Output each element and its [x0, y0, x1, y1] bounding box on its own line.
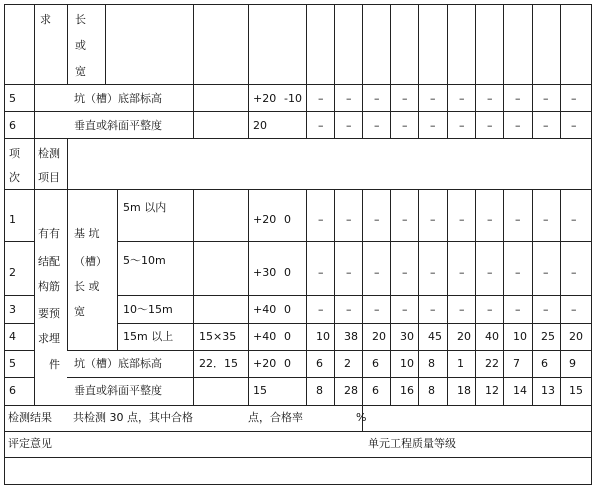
- result-text: 点，合格率: [248, 411, 303, 424]
- empty-value-dash: –: [346, 266, 352, 279]
- allowance-value: 0: [284, 266, 291, 279]
- measured-value: 8: [428, 357, 435, 370]
- col-line: [447, 189, 448, 405]
- length-char: 或: [75, 39, 86, 52]
- empty-value-dash: –: [402, 92, 408, 105]
- row-line: [4, 295, 34, 296]
- empty-value-dash: –: [374, 266, 380, 279]
- empty-value-dash: –: [571, 213, 577, 226]
- col-line: [117, 189, 118, 350]
- row-line: [4, 138, 592, 139]
- result-label: 检测结果: [8, 411, 52, 424]
- header-item-no: 次: [9, 171, 20, 184]
- col-line: [362, 4, 363, 138]
- empty-value-dash: –: [402, 266, 408, 279]
- col-line: [306, 189, 307, 405]
- empty-value-dash: –: [318, 303, 324, 316]
- col-line: [475, 4, 476, 138]
- col-line: [334, 4, 335, 138]
- measured-value: 14: [513, 384, 527, 397]
- empty-value-dash: –: [459, 92, 465, 105]
- pit-label: 基 坑: [74, 227, 100, 240]
- col-line: [560, 189, 561, 405]
- col-line: [532, 4, 533, 138]
- measured-value: 2: [344, 357, 351, 370]
- empty-value-dash: –: [430, 92, 436, 105]
- col-line: [193, 189, 194, 405]
- col-line: [248, 4, 249, 138]
- empty-value-dash: –: [374, 92, 380, 105]
- table-border-right: [591, 4, 592, 484]
- measured-value: 15: [569, 384, 583, 397]
- measured-value: 18: [457, 384, 471, 397]
- allowance-value: +20: [253, 92, 277, 105]
- measured-value: 12: [485, 384, 499, 397]
- measured-value: 45: [428, 330, 442, 343]
- row-line: [67, 350, 592, 351]
- col-line: [390, 189, 391, 405]
- check-item: 坑（槽）底部标高: [74, 357, 162, 370]
- empty-value-dash: –: [487, 303, 493, 316]
- empty-value-dash: –: [459, 303, 465, 316]
- result-text: 共检测 30 点，其中合格: [73, 411, 193, 424]
- empty-value-dash: –: [515, 266, 521, 279]
- col-line: [34, 4, 35, 405]
- empty-value-dash: –: [374, 119, 380, 132]
- row-line: [4, 241, 34, 242]
- empty-value-dash: –: [487, 266, 493, 279]
- measured-value: 40: [485, 330, 499, 343]
- col-line: [334, 189, 335, 405]
- measured-value: 20: [457, 330, 471, 343]
- group-label: 有有: [38, 227, 60, 240]
- empty-value-dash: –: [571, 303, 577, 316]
- table-border-left: [4, 4, 5, 484]
- allowance-value: 0: [284, 357, 291, 370]
- measured-value: 28: [344, 384, 358, 397]
- header-item-no: 项: [9, 147, 20, 160]
- empty-value-dash: –: [346, 119, 352, 132]
- measured-value: 6: [316, 357, 323, 370]
- empty-value-dash: –: [402, 119, 408, 132]
- allowance-value: +40: [253, 303, 277, 316]
- measured-value: 38: [344, 330, 358, 343]
- row-number: 4: [9, 330, 16, 343]
- col-line: [390, 4, 391, 138]
- table-border-bottom: [4, 484, 592, 485]
- group-label: 要预: [38, 307, 60, 320]
- empty-value-dash: –: [318, 92, 324, 105]
- empty-value-dash: –: [515, 213, 521, 226]
- empty-value-dash: –: [430, 213, 436, 226]
- row-line: [4, 457, 592, 458]
- group-label: 构筋: [38, 280, 60, 293]
- empty-value-dash: –: [318, 119, 324, 132]
- col-line: [67, 138, 68, 350]
- measured-value: 1: [457, 357, 464, 370]
- col-line: [362, 189, 363, 431]
- row-number: 5: [9, 357, 16, 370]
- allowance-value: 0: [284, 303, 291, 316]
- col-line: [532, 189, 533, 405]
- empty-value-dash: –: [402, 303, 408, 316]
- col-line: [105, 4, 106, 84]
- measured-value: 6: [372, 357, 379, 370]
- empty-value-dash: –: [430, 303, 436, 316]
- empty-value-dash: –: [374, 213, 380, 226]
- row-line: [117, 295, 592, 296]
- pit-label: 长 或: [74, 280, 100, 293]
- requirement-char: 求: [40, 13, 51, 26]
- allowance-value: +40: [253, 330, 277, 343]
- measured-value: 8: [316, 384, 323, 397]
- empty-value-dash: –: [459, 119, 465, 132]
- sub-item: 15m 以上: [123, 330, 174, 343]
- measured-value: 10: [316, 330, 330, 343]
- empty-value-dash: –: [318, 213, 324, 226]
- measured-value: 9: [569, 357, 576, 370]
- measured-value: 6: [372, 384, 379, 397]
- length-char: 长: [75, 13, 86, 26]
- length-char: 宽: [75, 65, 86, 78]
- allowance-value: +30: [253, 266, 277, 279]
- design-value: 22．15: [199, 357, 238, 370]
- col-line: [503, 4, 504, 138]
- empty-value-dash: –: [543, 92, 549, 105]
- allowance-value: +20: [253, 357, 277, 370]
- check-item: 坑（槽）底部标高: [74, 92, 162, 105]
- measured-value: 20: [569, 330, 583, 343]
- measured-value: 30: [400, 330, 414, 343]
- row-number: 6: [9, 384, 16, 397]
- measured-value: 13: [541, 384, 555, 397]
- col-line: [418, 189, 419, 405]
- check-item: 垂直或斜面平整度: [74, 384, 162, 397]
- row-number: 3: [9, 303, 16, 316]
- sub-item: 5m 以内: [123, 201, 167, 214]
- measured-value: 20: [372, 330, 386, 343]
- row-line: [4, 431, 592, 432]
- row-line: [4, 350, 34, 351]
- empty-value-dash: –: [374, 303, 380, 316]
- measured-value: 25: [541, 330, 555, 343]
- header-check-item: 检测: [38, 147, 60, 160]
- row-line: [4, 405, 592, 406]
- measured-value: 22: [485, 357, 499, 370]
- group-label: 件: [49, 358, 60, 371]
- empty-value-dash: –: [346, 92, 352, 105]
- row-number: 5: [9, 92, 16, 105]
- empty-value-dash: –: [515, 303, 521, 316]
- allowance-value: -10: [284, 92, 302, 105]
- col-line: [447, 4, 448, 138]
- empty-value-dash: –: [459, 213, 465, 226]
- col-line: [67, 4, 68, 84]
- empty-value-dash: –: [571, 266, 577, 279]
- empty-value-dash: –: [543, 119, 549, 132]
- empty-value-dash: –: [487, 119, 493, 132]
- measured-value: 6: [541, 357, 548, 370]
- row-number: 2: [9, 266, 16, 279]
- row-line: [117, 241, 592, 242]
- empty-value-dash: –: [346, 213, 352, 226]
- col-line: [503, 189, 504, 405]
- row-line: [4, 377, 34, 378]
- pit-label: （槽）: [74, 255, 107, 268]
- allowance-value: 0: [284, 213, 291, 226]
- measured-value: 16: [400, 384, 414, 397]
- row-number: 6: [9, 119, 16, 132]
- group-label: 求埋: [38, 332, 60, 345]
- pass-rate-percent: %: [356, 411, 367, 424]
- empty-value-dash: –: [346, 303, 352, 316]
- col-line: [193, 4, 194, 138]
- empty-value-dash: –: [430, 119, 436, 132]
- measured-value: 10: [513, 330, 527, 343]
- row-line: [4, 323, 34, 324]
- empty-value-dash: –: [487, 213, 493, 226]
- measured-value: 10: [400, 357, 414, 370]
- sub-item: 5～10m: [123, 254, 166, 267]
- quality-grade-label: 单元工程质量等级: [368, 437, 456, 450]
- header-check-item: 项目: [38, 171, 60, 184]
- check-item: 垂直或斜面平整度: [74, 119, 162, 132]
- empty-value-dash: –: [543, 303, 549, 316]
- empty-value-dash: –: [487, 92, 493, 105]
- allowance-value: 0: [284, 330, 291, 343]
- col-line: [248, 189, 249, 405]
- measured-value: 8: [428, 384, 435, 397]
- measured-value: 7: [513, 357, 520, 370]
- allowance-value: 15: [253, 384, 267, 397]
- allowance-value: +20: [253, 213, 277, 226]
- empty-value-dash: –: [571, 119, 577, 132]
- col-line: [306, 4, 307, 138]
- col-line: [418, 4, 419, 138]
- empty-value-dash: –: [318, 266, 324, 279]
- row-line: [117, 323, 592, 324]
- allowance-value: 20: [253, 119, 267, 132]
- empty-value-dash: –: [571, 92, 577, 105]
- empty-value-dash: –: [402, 213, 408, 226]
- evaluation-label: 评定意见: [8, 437, 52, 450]
- design-value: 15×35: [199, 330, 237, 343]
- empty-value-dash: –: [543, 266, 549, 279]
- empty-value-dash: –: [515, 92, 521, 105]
- empty-value-dash: –: [430, 266, 436, 279]
- group-label: 结配: [38, 255, 60, 268]
- row-line: [67, 377, 592, 378]
- col-line: [560, 4, 561, 138]
- empty-value-dash: –: [543, 213, 549, 226]
- col-line: [475, 189, 476, 405]
- empty-value-dash: –: [515, 119, 521, 132]
- sub-item: 10～15m: [123, 303, 173, 316]
- row-number: 1: [9, 213, 16, 226]
- pit-label: 宽: [74, 305, 85, 318]
- empty-value-dash: –: [459, 266, 465, 279]
